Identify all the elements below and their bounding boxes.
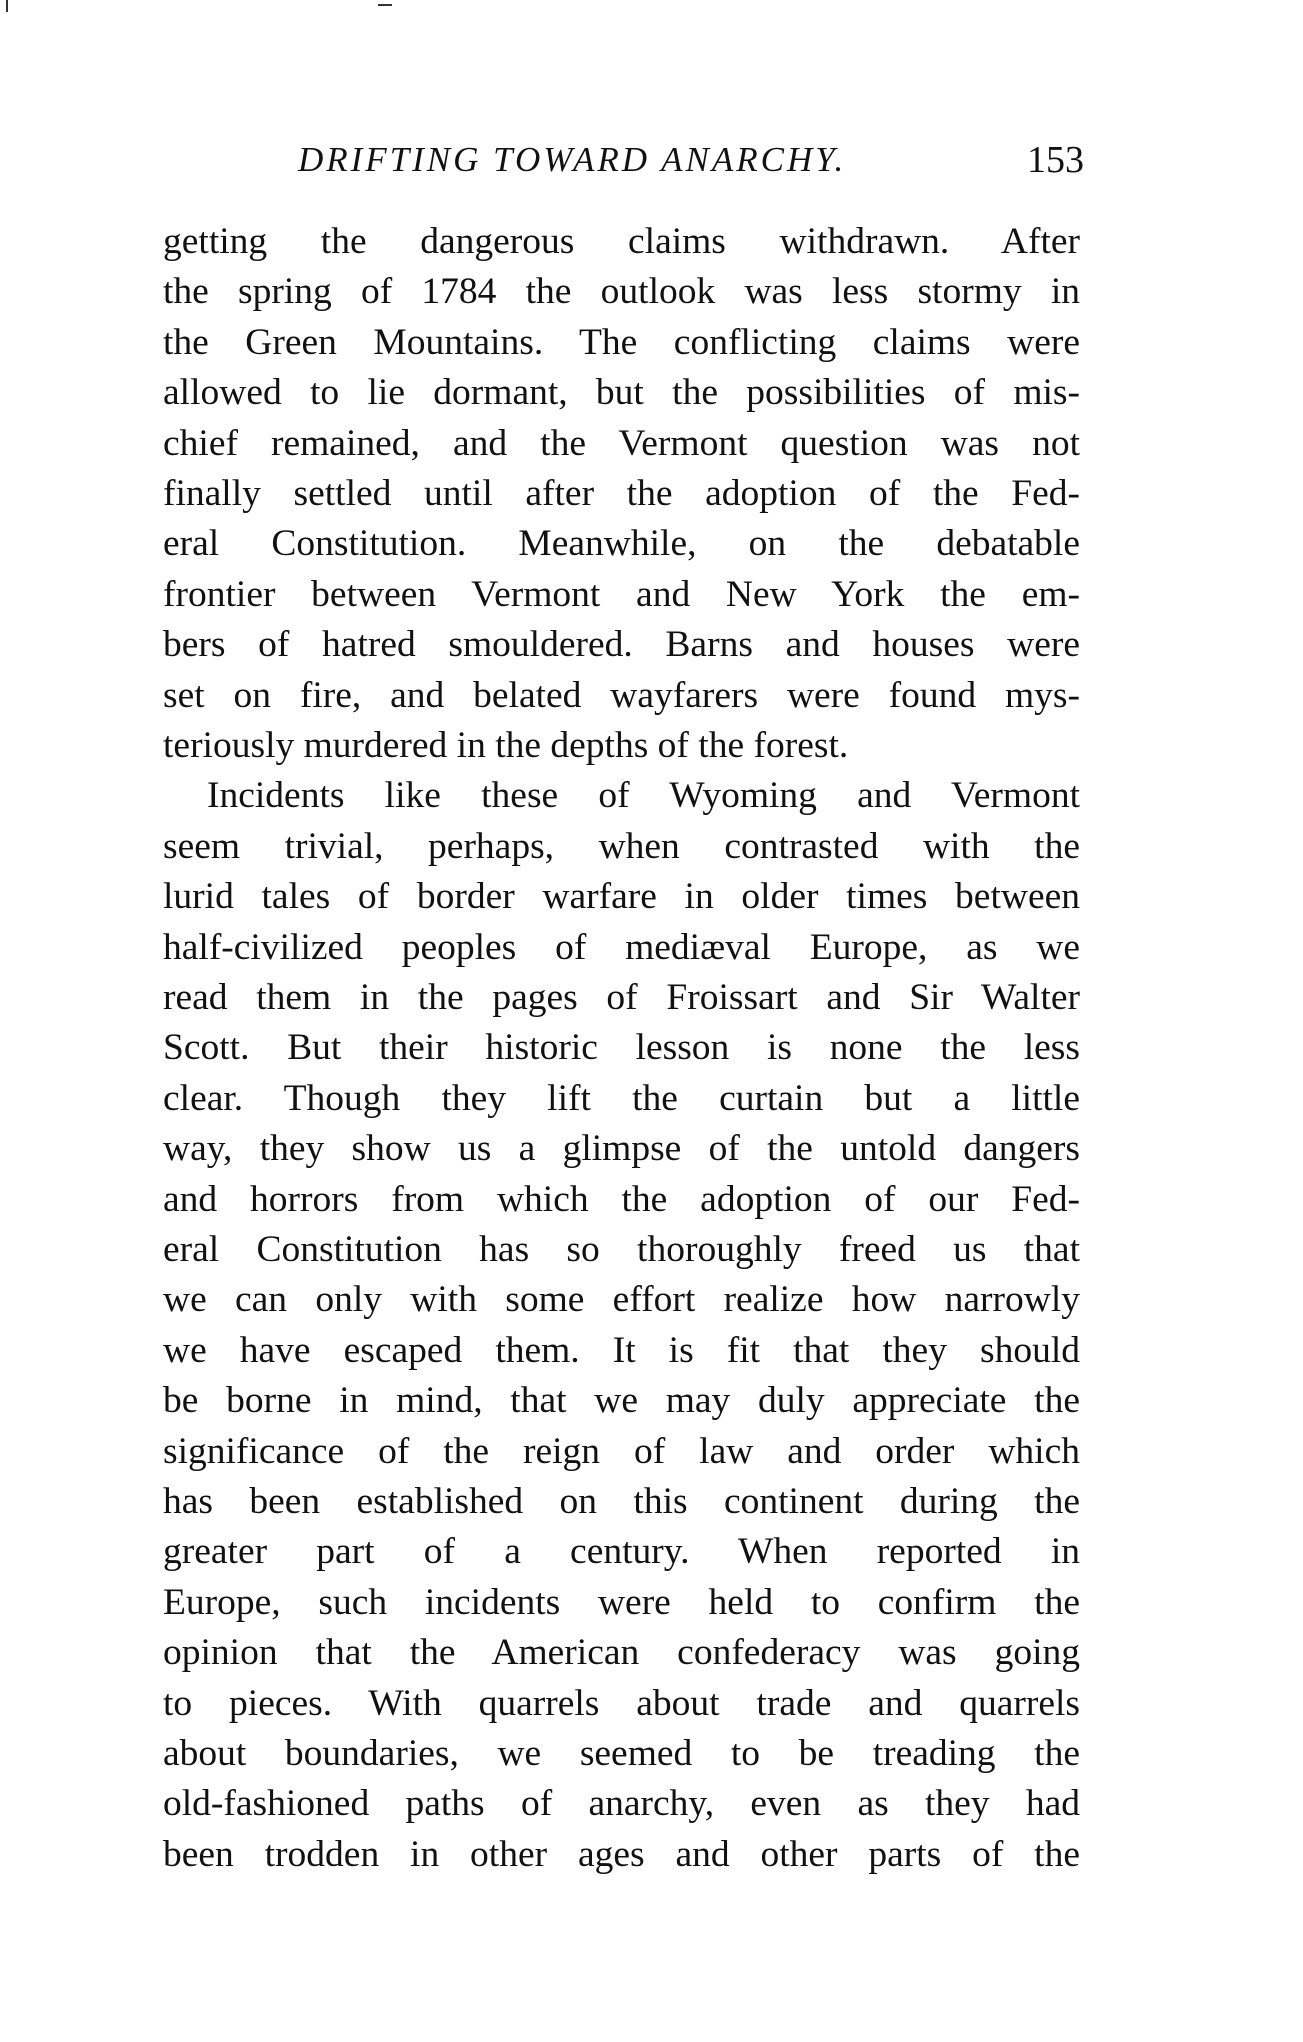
text-line: lurid tales of border warfare in older times between	[163, 876, 1080, 918]
text-line: about boundaries, we seemed to be treading the	[163, 1733, 1080, 1774]
text-line: clear. Though they lift the curtain but a little	[163, 1077, 1080, 1119]
text-line: eral Constitution has so thoroughly freed us that	[163, 1229, 1080, 1270]
scan-dash-mark	[378, 4, 392, 6]
text-line: teriously murdered in the depths of the forest.	[163, 725, 849, 766]
text-line: read them in the pages of Froissart and Sir Walter	[163, 977, 1080, 1018]
text-line: old-fashioned paths of anarchy, even as they had	[163, 1783, 1080, 1825]
text-line: frontier between Vermont and New York the em-	[163, 573, 1080, 615]
scan-edge-mark	[6, 0, 8, 12]
text-line: eral Constitution. Meanwhile, on the debatable	[163, 523, 1080, 565]
text-line: the spring of 1784 the outlook was less stormy in	[163, 271, 1080, 313]
text-line: be borne in mind, that we may duly appreciate the	[163, 1380, 1080, 1422]
text-line: Incidents like these of Wyoming and Vermont	[207, 775, 1080, 817]
text-line: been trodden in other ages and other parts of the	[163, 1833, 1080, 1875]
text-line: bers of hatred smouldered. Barns and houses were	[163, 624, 1080, 666]
text-line: Scott. But their historic lesson is none the less	[163, 1027, 1080, 1069]
text-line: significance of the reign of law and order which	[163, 1430, 1080, 1472]
running-head-title: DRIFTING TOWARD ANARCHY.	[298, 140, 847, 179]
text-line: way, they show us a glimpse of the untold dangers	[163, 1128, 1080, 1170]
text-line: set on fire, and belated wayfarers were found mys-	[163, 674, 1080, 716]
text-line: greater part of a century. When reported in	[163, 1531, 1080, 1573]
text-line: half-civilized peoples of mediæval Europe, as we	[163, 926, 1080, 968]
text-line: and horrors from which the adoption of our Fed-	[163, 1178, 1080, 1220]
text-line: finally settled until after the adoption of the Fed-	[163, 473, 1080, 514]
page-number: 153	[1027, 139, 1084, 181]
text-line: the Green Mountains. The conflicting claims were	[163, 321, 1080, 363]
text-line: has been established on this continent during the	[163, 1481, 1080, 1522]
text-line: opinion that the American confederacy was going	[163, 1632, 1080, 1674]
text-line: allowed to lie dormant, but the possibilities of mis-	[163, 372, 1080, 414]
text-line: getting the dangerous claims withdrawn. After	[163, 221, 1080, 262]
text-line: we can only with some effort realize how narrowly	[163, 1279, 1080, 1321]
text-line: Europe, such incidents were held to confirm the	[163, 1581, 1080, 1623]
text-line: to pieces. With quarrels about trade and quarrels	[163, 1682, 1080, 1724]
text-line: seem trivial, perhaps, when contrasted with the	[163, 825, 1080, 867]
text-line: we have escaped them. It is fit that they should	[163, 1329, 1080, 1371]
text-line: chief remained, and the Vermont question was not	[163, 422, 1080, 464]
